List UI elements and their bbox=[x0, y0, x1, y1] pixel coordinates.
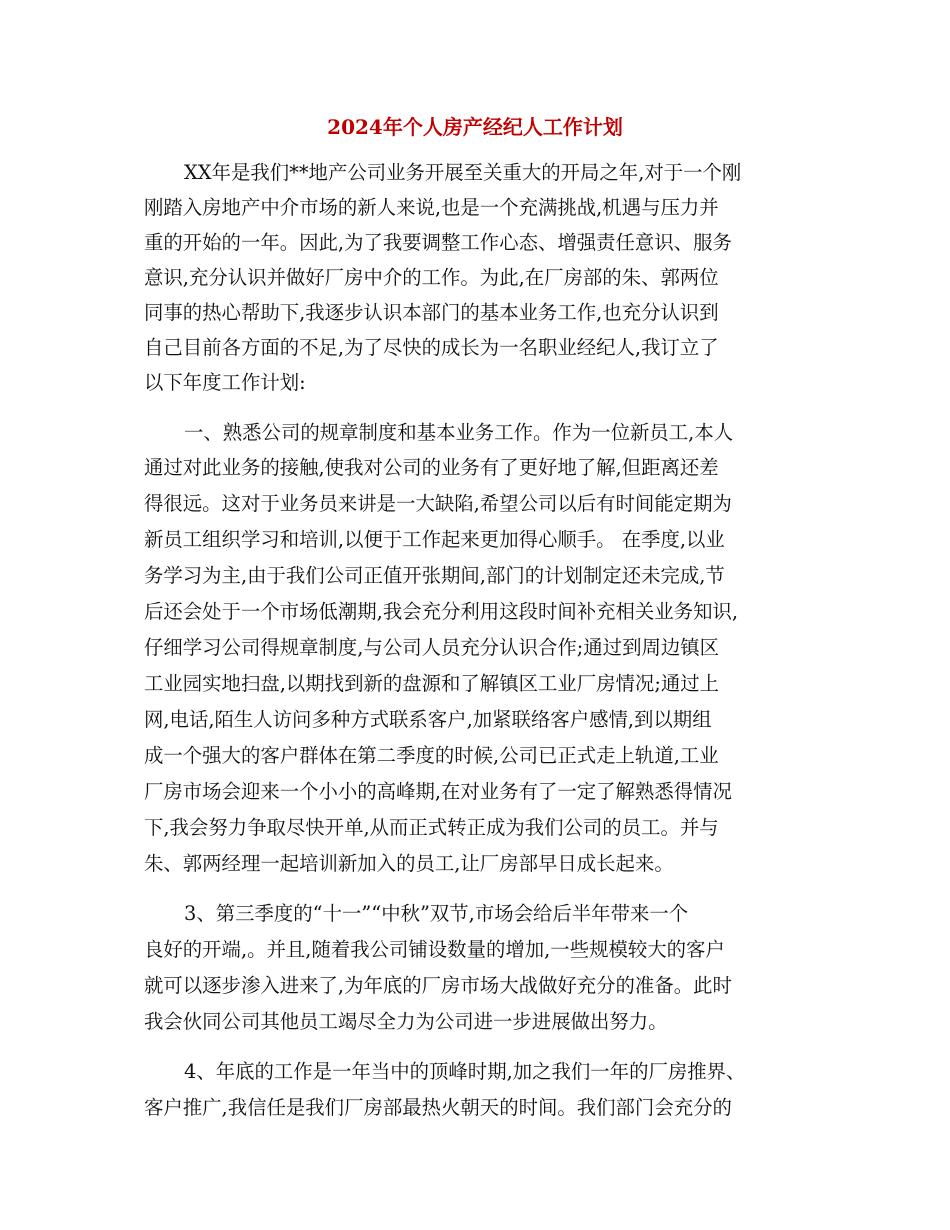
text-line: XX年是我们**地产公司业务开展至关重大的开局之年,对于一个刚 bbox=[184, 161, 742, 184]
text-line: 下,我会努力争取尽快开单,从而正式转正成为我们公司的员工。并与 bbox=[144, 816, 719, 839]
text-line: 仔细学习公司得规章制度,与公司人员充分认识合作;通过到周边镇区 bbox=[144, 636, 720, 659]
text-line: 后还会处于一个市场低潮期,我会充分利用这段时间补充相关业务知识, bbox=[144, 600, 739, 623]
text-line: 成一个强大的客户群体在第二季度的时候,公司已正式走上轨道,工业 bbox=[144, 744, 719, 767]
text-line: 就可以逐步渗入进来了,为年底的厂房市场大战做好充分的准备。此时 bbox=[144, 974, 732, 997]
text-line: 同事的热心帮助下,我逐步认识本部门的基本业务工作,也充分认识到 bbox=[144, 301, 719, 324]
text-line: 重的开始的一年。因此,为了我要调整工作心态、增强责任意识、服务 bbox=[144, 231, 732, 254]
text-line: 工业园实地扫盘,以期找到新的盘源和了解镇区工业厂房情况;通过上 bbox=[144, 672, 720, 695]
text-line: 厂房市场会迎来一个小小的高峰期,在对业务有了一定了解熟悉得情况 bbox=[144, 780, 732, 803]
text-line: 我会伙同公司其他员工竭尽全力为公司进一步进展做出努力。 bbox=[144, 1010, 668, 1033]
text-line: 4、年底的工作是一年当中的顶峰时期,加之我们一年的厂房推界、 bbox=[184, 1060, 746, 1083]
text-line: 通过对此业务的接触,使我对公司的业务有了更好地了解,但距离还差 bbox=[144, 456, 719, 479]
text-line: 良好的开端,。并且,随着我公司铺设数量的增加,一些规模较大的客户 bbox=[144, 938, 725, 961]
text-line: 刚踏入房地产中介市场的新人来说,也是一个充满挑战,机遇与压力并 bbox=[144, 196, 719, 219]
text-line: 客户推广,我信任是我们厂房部最热火朝天的时间。我们部门会充分的 bbox=[144, 1096, 732, 1119]
document-title: 2024年个人房产经纪人工作计划 bbox=[327, 115, 623, 139]
text-line: 以下年度工作计划: bbox=[144, 371, 306, 394]
text-line: 一、熟悉公司的规章制度和基本业务工作。作为一位新员工,本人 bbox=[184, 421, 734, 444]
text-line: 自己目前各方面的不足,为了尽快的成长为一名职业经纪人,我订立了 bbox=[144, 336, 719, 359]
text-line: 务学习为主,由于我们公司正值开张期间,部门的计划制定还未完成,节 bbox=[144, 564, 725, 587]
text-line: 意识,充分认识并做好厂房中介的工作。为此,在厂房部的朱、郭两位 bbox=[144, 266, 719, 289]
text-line: 3、第三季度的“十一”“中秋”双节,市场会给后半年带来一个 bbox=[184, 902, 689, 925]
text-line: 得很远。这对于业务员来讲是一大缺陷,希望公司以后有时间能定期为 bbox=[144, 492, 732, 515]
text-line: 网,电话,陌生人访问多种方式联系客户,加紧联络客户感情,到以期组 bbox=[144, 708, 712, 731]
text-line: 新员工组织学习和培训,以便于工作起来更加得心顺手。 在季度,以业 bbox=[144, 528, 725, 551]
text-line: 朱、郭两经理一起培训新加入的员工,让厂房部早日成长起来。 bbox=[144, 852, 674, 875]
